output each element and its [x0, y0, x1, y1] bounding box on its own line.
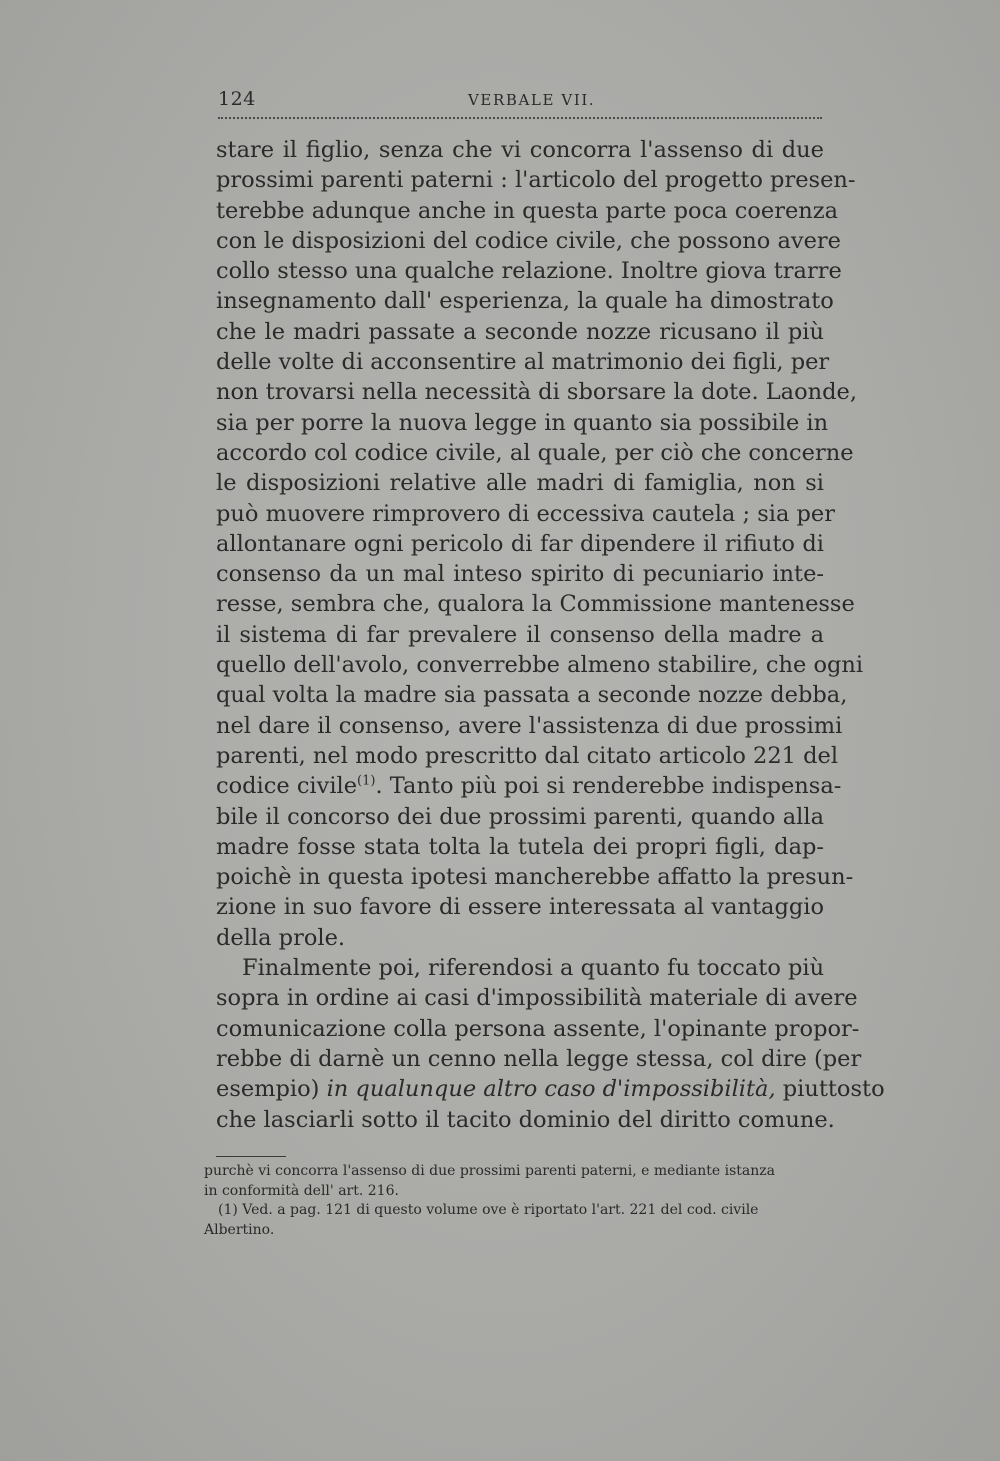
text-line: collo stesso una qualche relazione. Inoltre giova trarre — [216, 258, 842, 285]
page-number: 124 — [218, 88, 256, 110]
header-rule — [218, 117, 822, 119]
text-line: prossimi parenti paterni : l'articolo del progetto presen- — [216, 167, 856, 194]
text-line: sia per porre la nuova legge in quanto sia possibile in — [216, 409, 829, 436]
text-line: nel dare il consenso, avere l'assistenza di due prossimi — [216, 712, 843, 739]
text-line: allontanare ogni pericolo di far dipendere il rifiuto di — [216, 530, 824, 557]
text-line: che lasciarli sotto il tacito dominio del diritto comune. — [216, 1106, 835, 1133]
body-text — [216, 135, 885, 1135]
footnote-rule — [216, 1156, 286, 1157]
text-line: stare il figlio, senza che vi concorra l'assenso di due — [216, 137, 824, 163]
text-line: parenti, nel modo prescritto dal citato articolo 221 del — [216, 742, 839, 769]
footnote-reference: (1) — [357, 773, 376, 789]
page-header — [218, 88, 822, 116]
text-line: resse, sembra che, qualora la Commissione mantenesse — [216, 591, 855, 618]
text-line: bile il concorso dei due prossimi parenti, quando alla — [216, 803, 824, 830]
text-line: madre fosse stata tolta la tutela dei propri figli, dap- — [216, 833, 824, 860]
footnote-line: purchè vi concorra l'assenso di due prossimi parenti paterni, e mediante istanza — [204, 1163, 775, 1179]
text-line: Finalmente poi, riferendosi a quanto fu toccato più — [242, 955, 825, 982]
text-line: delle volte di acconsentire al matrimonio dei figli, per — [216, 349, 830, 376]
text-line: consenso da un mal inteso spirito di pecuniario inte- — [216, 561, 824, 588]
text-segment: . Tanto più poi si renderebbe indispensa- — [375, 773, 842, 800]
text-segment: esempio) — [216, 1076, 327, 1103]
text-line: il sistema di far prevalere il consenso della madre a — [216, 621, 824, 648]
text-segment: codice civile — [216, 773, 358, 800]
text-line: zione in suo favore di essere interessata al vantaggio — [216, 894, 824, 921]
text-line: qual volta la madre sia passata a seconde nozze debba, — [216, 682, 848, 709]
italic-phrase: in qualunque altro caso d'impossibilità, — [326, 1076, 776, 1103]
text-line: le disposizioni relative alle madri di famiglia, non si — [216, 470, 824, 497]
footnotes — [204, 1162, 816, 1240]
text-line: rebbe di darnè un cenno nella legge stessa, col dire (per — [216, 1045, 862, 1072]
text-line: può muovere rimprovero di eccessiva cautela ; sia per — [216, 500, 835, 527]
text-line — [216, 771, 842, 801]
text-line: accordo col codice civile, al quale, per ciò che concerne — [216, 439, 854, 466]
text-line: non trovarsi nella necessità di sborsare la dote. Laonde, — [216, 379, 858, 406]
footnote-line: in conformità dell' art. 216. — [204, 1182, 399, 1199]
text-line: che le madri passate a seconde nozze ricusano il più — [216, 318, 824, 345]
footnote-line: (1) Ved. a pag. 121 di questo volume ove è riportato l'art. 221 del cod. civile — [218, 1202, 759, 1218]
text-line: sopra in ordine ai casi d'impossibilità materiale di avere — [216, 985, 858, 1012]
text-line: con le disposizioni del codice civile, che possono avere — [216, 227, 841, 254]
running-title: VERBALE VII. — [468, 91, 596, 109]
footnote-line: Albertino. — [204, 1221, 275, 1238]
text-line: comunicazione colla persona assente, l'opinante propor- — [216, 1015, 860, 1042]
text-segment: piuttosto — [775, 1076, 885, 1103]
text-line: insegnamento dall' esperienza, la quale ha dimostrato — [216, 288, 834, 315]
text-line: poichè in questa ipotesi mancherebbe affatto la presun- — [216, 864, 854, 891]
text-line: terebbe adunque anche in questa parte poca coerenza — [216, 197, 839, 224]
text-line: della prole. — [216, 924, 346, 951]
text-line: quello dell'avolo, converrebbe almeno stabilire, che ogni — [216, 652, 864, 679]
text-line — [216, 1074, 885, 1104]
